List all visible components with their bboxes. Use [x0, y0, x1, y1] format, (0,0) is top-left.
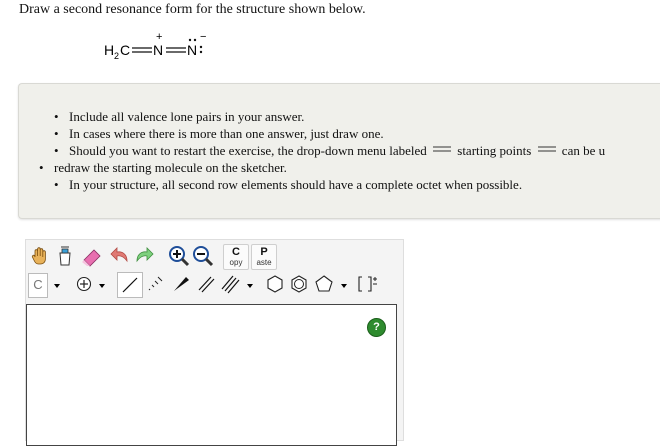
instruction-text: starting points — [457, 143, 532, 158]
plus-charge-icon[interactable] — [75, 275, 93, 293]
instruction-item: • In your structure, all second row elements should have a complete octet when possible. — [69, 176, 660, 193]
chevron-down-icon[interactable] — [341, 284, 347, 288]
double-bond-icon — [433, 144, 451, 154]
question-prompt: Draw a second resonance form for the structure shown below. — [19, 2, 366, 17]
instruction-text: can be u — [561, 143, 606, 158]
paste-button-label: aste — [256, 258, 272, 267]
eraser-icon[interactable] — [80, 244, 104, 268]
instruction-item: • In cases where there is more than one answer, just draw one. — [69, 125, 660, 142]
structure-minus-charge: − — [200, 31, 207, 43]
zoom-in-icon[interactable] — [167, 244, 191, 268]
stereo-hash-bond-icon[interactable] — [144, 273, 166, 295]
structure-subscript: 2 — [114, 51, 120, 61]
benzene-ring-icon[interactable] — [288, 273, 310, 295]
chevron-down-icon[interactable] — [54, 284, 60, 288]
paste-button-letter: P — [260, 246, 268, 258]
paste-button[interactable] — [251, 244, 277, 270]
drawing-canvas[interactable] — [26, 304, 397, 446]
molecule-sketcher — [25, 239, 404, 441]
erase-all-icon[interactable] — [54, 244, 76, 268]
cyclohexane-ring-icon[interactable] — [264, 273, 286, 295]
cyclopentane-ring-icon[interactable] — [313, 273, 335, 295]
triple-bond-icon[interactable] — [219, 273, 241, 295]
copy-button-label: opy — [229, 258, 243, 267]
chevron-down-icon[interactable] — [99, 284, 105, 288]
instruction-continuation: • redraw the starting molecule on the sketcher. — [54, 159, 660, 176]
zoom-out-icon[interactable] — [191, 244, 215, 268]
chemical-structure — [104, 31, 224, 65]
structure-nitrogen-2: N — [187, 42, 198, 58]
structure-plus-charge: + — [156, 31, 163, 43]
structure-h: H — [104, 42, 115, 58]
double-bond-icon — [538, 144, 556, 154]
instruction-item: • Include all valence lone pairs in your answer. — [69, 108, 660, 125]
redo-icon[interactable] — [132, 244, 156, 268]
single-bond-icon[interactable] — [117, 272, 143, 298]
stereo-wedge-bond-icon[interactable] — [170, 273, 192, 295]
help-button[interactable]: ? — [367, 318, 386, 337]
instruction-item — [69, 142, 660, 159]
element-selector-button[interactable]: C — [28, 273, 48, 298]
copy-button[interactable] — [223, 244, 249, 270]
hand-icon[interactable] — [29, 245, 51, 267]
chevron-down-icon[interactable] — [247, 284, 253, 288]
structure-nitrogen-1: N — [153, 42, 164, 58]
bracket-charge-icon[interactable] — [356, 273, 380, 295]
instructions-panel — [18, 83, 660, 219]
double-bond-tool-icon[interactable] — [195, 273, 217, 295]
copy-button-letter: C — [232, 246, 240, 258]
instruction-text: Should you want to restart the exercise, the drop-down menu labeled — [69, 143, 427, 158]
structure-carbon: C — [120, 42, 131, 58]
undo-icon[interactable] — [108, 244, 132, 268]
